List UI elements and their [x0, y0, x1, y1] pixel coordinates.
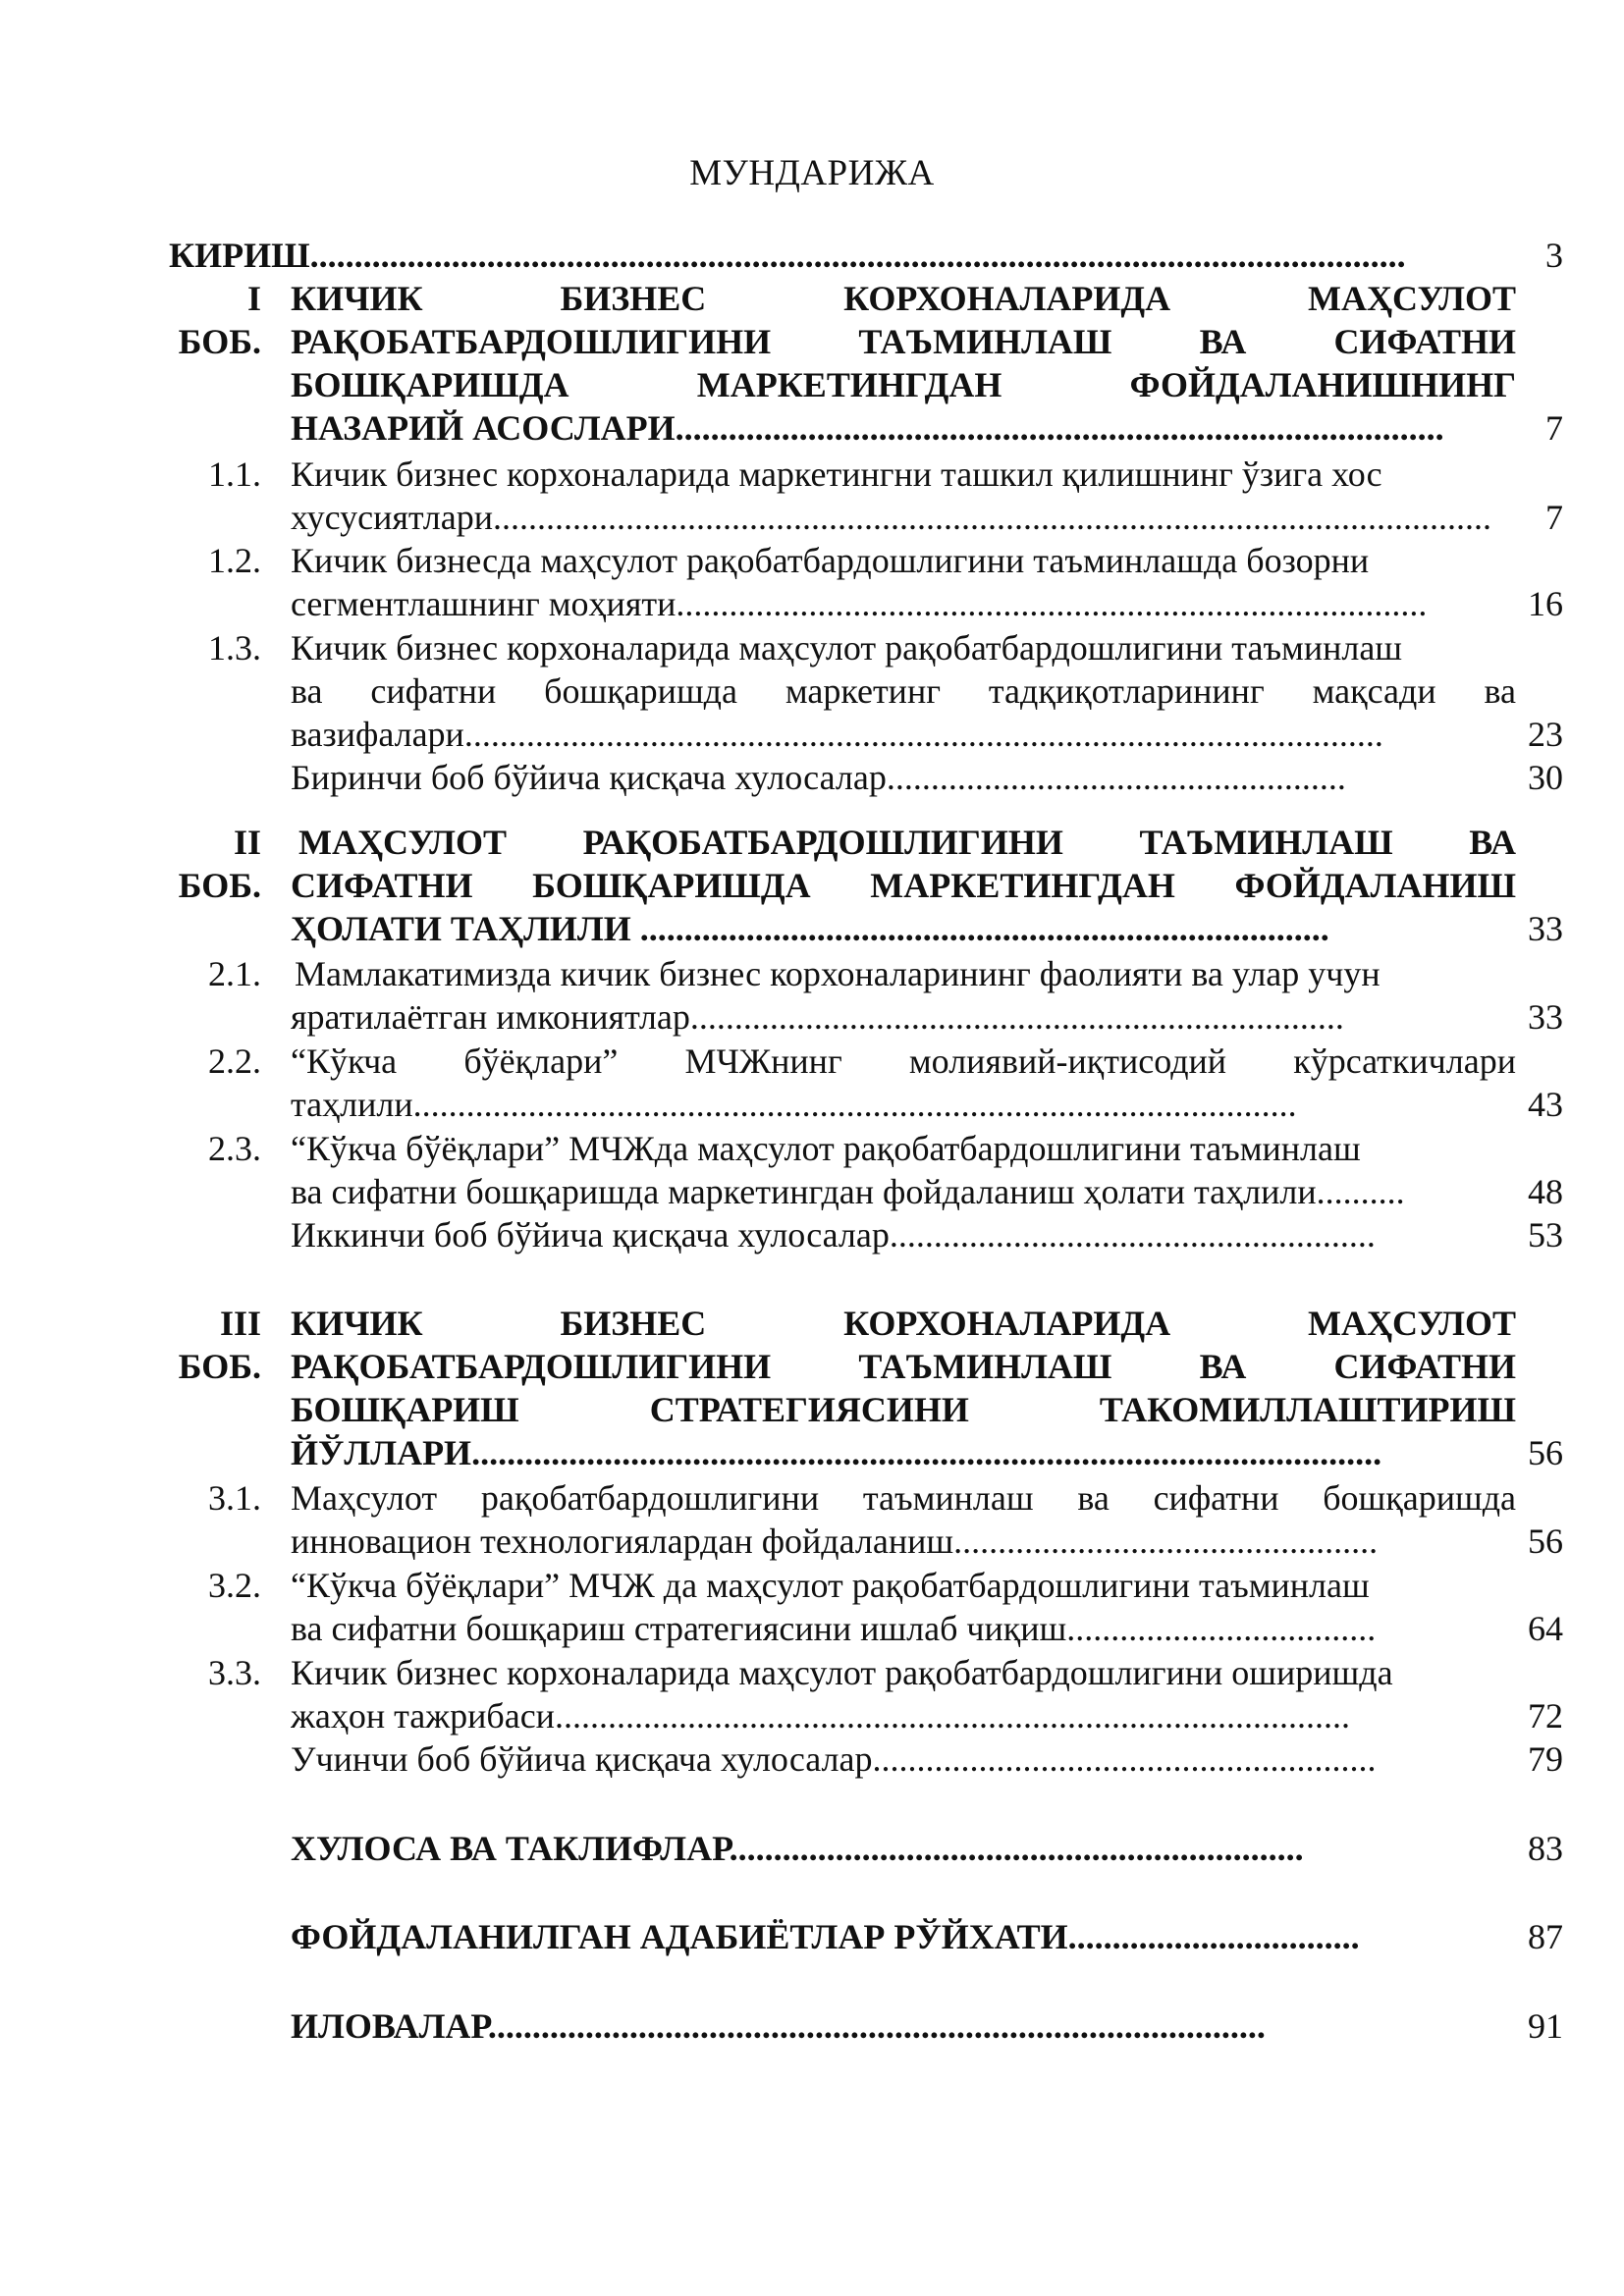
toc-section-2-3-line-2: [0, 1170, 1624, 1213]
toc-chapter-2-line-2: [0, 864, 1624, 907]
toc-section-1-3-line-3: [0, 713, 1624, 756]
toc-section-3-2-line-2: [0, 1607, 1624, 1650]
chapter-title-line: БОШҚАРИШ СТРАТЕГИЯСИНИ ТАКОМИЛЛАШТИРИШ: [291, 1390, 1516, 1429]
toc-chapter-1-line-1: [0, 277, 1624, 320]
section-title-line: Маҳсулот рақобатбардошлигини таъминлаш ва сифатни бошқаришда: [291, 1478, 1516, 1518]
toc-entry-intro: [0, 234, 1624, 277]
toc-chapter-3-line-3: [0, 1388, 1624, 1431]
toc-section-2-3: [0, 1127, 1624, 1170]
dot-leader: .................................................................: [729, 1829, 1304, 1868]
page-number: 83: [1528, 1829, 1563, 1868]
page-number: 3: [1545, 236, 1563, 275]
page-number: 91: [1528, 2006, 1563, 2046]
dot-leader: ........................................................................................................: [463, 715, 1383, 754]
section-title-line: сегментлашнинг моҳияти: [291, 584, 677, 623]
toc-section-1-2-line-2: [0, 582, 1624, 625]
chapter-label: БОБ.: [178, 1347, 261, 1386]
chapter-label: БОБ.: [178, 866, 261, 905]
toc-section-1-3: [0, 626, 1624, 669]
page-number: 7: [1545, 498, 1563, 537]
section-title-line: хусусиятлари: [291, 498, 493, 537]
page-number: 56: [1528, 1433, 1563, 1472]
dot-leader: .........................................................: [872, 1739, 1377, 1779]
chapter-title-line: КИЧИК БИЗНЕС КОРХОНАЛАРИДА МАҲСУЛОТ: [291, 279, 1516, 318]
page-number: 87: [1528, 1917, 1563, 1956]
page-number: 79: [1528, 1739, 1563, 1779]
dot-leader: ................................................: [953, 1522, 1379, 1561]
page-number: 48: [1528, 1172, 1563, 1211]
dot-leader: .....................................................................................: [676, 584, 1428, 623]
page-number: 23: [1528, 715, 1563, 754]
section-title-line: вазифалари: [291, 715, 464, 754]
dot-leader: ...................................: [1066, 1609, 1377, 1648]
dot-leader: ..........................................................................................: [554, 1696, 1350, 1735]
section-title-line: Кичик бизнесда маҳсулот рақобатбардошлигини таъминлашда бозорни: [291, 541, 1370, 580]
section-number: 1.2.: [208, 541, 261, 580]
page-number: 72: [1528, 1696, 1563, 1735]
dot-leader: .......................................................................................: [675, 408, 1444, 448]
section-title-line: ва сифатни бошқариш стратегиясини ишлаб чиқиш: [291, 1609, 1067, 1648]
toc-entry-title: ФОЙДАЛАНИЛГАН АДАБИЁТЛАР РЎЙХАТИ: [291, 1917, 1068, 1956]
toc-section-3-1: [0, 1476, 1624, 1520]
dot-leader: .................................................................................................................: [492, 498, 1491, 537]
chapter-title-line: НАЗАРИЙ АСОСЛАРИ: [291, 408, 676, 448]
toc-chapter-3-line-1: [0, 1302, 1624, 1345]
page-number: 53: [1528, 1215, 1563, 1255]
dot-leader: ....................................................: [886, 758, 1346, 797]
page-title: МУНДАРИЖА: [689, 153, 935, 193]
toc-section-2-2-line-2: [0, 1083, 1624, 1126]
section-number: 2.3.: [208, 1129, 261, 1168]
section-title-line: ва сифатни бошқаришда маркетинг тадқиқотларининг мақсади ва: [291, 671, 1516, 711]
toc-chapter-2-line-1: [0, 821, 1624, 864]
toc-entry-title: ИЛОВАЛАР: [291, 2006, 488, 2046]
section-title-line: Кичик бизнес корхоналарида маркетингни ташкил қилишнинг ўзига хос: [291, 454, 1382, 494]
page-number: 16: [1528, 584, 1563, 623]
section-title-line: инновацион технологиялардан фойдаланиш: [291, 1522, 954, 1561]
page-number: 33: [1528, 997, 1563, 1037]
page-number: 7: [1545, 408, 1563, 448]
dot-leader: .......................................................: [889, 1215, 1376, 1255]
section-title-line: “Кўкча бўёқлари” МЧЖнинг молиявий-иқтисодий кўрсаткичлари: [291, 1041, 1516, 1081]
chapter-label: БОБ.: [178, 322, 261, 361]
toc-chapter-3-summary: [0, 1737, 1624, 1781]
chapter-title-line: МАҲСУЛОТ РАҚОБАТБАРДОШЛИГИНИ ТАЪМИНЛАШ ВА: [298, 823, 1516, 862]
dot-leader: ....................................................................................................: [412, 1085, 1297, 1124]
dot-leader: ..........: [1316, 1172, 1405, 1211]
toc-section-2-1: [0, 952, 1624, 995]
section-title-line: “Кўкча бўёқлари” МЧЖ да маҳсулот рақобатбардошлигини таъминлаш: [291, 1566, 1370, 1605]
toc-section-3-3-line-2: [0, 1694, 1624, 1737]
section-title-line: Кичик бизнес корхоналарида маҳсулот рақобатбардошлигини оширишда: [291, 1653, 1393, 1692]
chapter-title-line: ЙЎЛЛАРИ: [291, 1433, 472, 1472]
toc-section-2-1-line-2: [0, 995, 1624, 1039]
toc-chapter-3-line-4: [0, 1431, 1624, 1474]
section-number: 2.1.: [208, 954, 261, 993]
summary-title: Иккинчи боб бўйича қисқача хулосалар: [291, 1215, 890, 1255]
toc-entry-appendices: [0, 2004, 1624, 2048]
toc-section-3-3: [0, 1651, 1624, 1694]
chapter-number: I: [246, 279, 261, 318]
toc-chapter-1-line-4: [0, 406, 1624, 450]
dot-leader: ............................................................................................................................: [309, 236, 1406, 275]
section-title-line: яратилаётган имкониятлар: [291, 997, 690, 1037]
section-title-line: ва сифатни бошқаришда маркетингдан фойдаланиш ҳолати таҳлили: [291, 1172, 1317, 1211]
page-number: 33: [1528, 909, 1563, 948]
section-number: 3.3.: [208, 1653, 261, 1692]
dot-leader: .......................................................................................................: [471, 1433, 1382, 1472]
page-number: 56: [1528, 1522, 1563, 1561]
section-title-line: Кичик бизнес корхоналарида маҳсулот рақобатбардошлигини таъминлаш: [291, 628, 1403, 667]
section-number: 1.3.: [208, 628, 261, 667]
section-title-line: Мамлакатимизда кичик бизнес корхоналарининг фаолияти ва улар учун: [295, 954, 1380, 993]
section-number: 1.1.: [208, 454, 261, 494]
toc-chapter-1-line-3: [0, 363, 1624, 406]
chapter-title-line: БОШҚАРИШДА МАРКЕТИНГДАН ФОЙДАЛАНИШНИНГ: [291, 365, 1516, 404]
section-title-line: жаҳон тажрибаси: [291, 1696, 555, 1735]
chapter-title-line: РАҚОБАТБАРДОШЛИГИНИ ТАЪМИНЛАШ ВА СИФАТНИ: [291, 1347, 1516, 1386]
toc-section-3-1-line-2: [0, 1520, 1624, 1563]
toc-section-1-2: [0, 539, 1624, 582]
chapter-number: III: [219, 1304, 261, 1343]
section-number: 3.1.: [208, 1478, 261, 1518]
summary-title: Биринчи боб бўйича қисқача хулосалар: [291, 758, 887, 797]
toc-chapter-3-line-2: [0, 1345, 1624, 1388]
toc-chapter-1-line-2: [0, 320, 1624, 363]
chapter-number: II: [233, 823, 261, 862]
toc-chapter-2-summary: [0, 1213, 1624, 1256]
page-number: 43: [1528, 1085, 1563, 1124]
dot-leader: ........................................................................................: [487, 2006, 1266, 2046]
chapter-title-line: СИФАТНИ БОШҚАРИШДА МАРКЕТИНГДАН ФОЙДАЛАНИШ: [291, 866, 1516, 905]
toc-entry-title: КИРИШ: [169, 236, 310, 275]
section-title-line: “Кўкча бўёқлари” МЧЖда маҳсулот рақобатбардошлигини таъминлаш: [291, 1129, 1361, 1168]
page-number: 30: [1528, 758, 1563, 797]
toc-entry-title: ХУЛОСА ВА ТАКЛИФЛАР: [291, 1829, 730, 1868]
section-title-line: таҳлили: [291, 1085, 413, 1124]
toc-section-1-1: [0, 453, 1624, 496]
chapter-title-line: РАҚОБАТБАРДОШЛИГИНИ ТАЪМИНЛАШ ВА СИФАТНИ: [291, 322, 1516, 361]
chapter-title-line: ҲОЛАТИ ТАҲЛИЛИ: [291, 909, 631, 948]
toc-section-2-2: [0, 1040, 1624, 1083]
toc-section-1-1-line-2: [0, 496, 1624, 539]
dot-leader: ..............................................................................: [630, 909, 1329, 948]
section-number: 3.2.: [208, 1566, 261, 1605]
toc-entry-references: [0, 1915, 1624, 1958]
toc-chapter-1-summary: [0, 756, 1624, 799]
toc-section-1-3-line-2: [0, 669, 1624, 713]
section-number: 2.2.: [208, 1041, 261, 1081]
toc-section-3-2: [0, 1564, 1624, 1607]
dot-leader: .................................: [1067, 1917, 1360, 1956]
toc-entry-conclusions: [0, 1827, 1624, 1870]
toc-chapter-2-line-3: [0, 907, 1624, 950]
chapter-title-line: КИЧИК БИЗНЕС КОРХОНАЛАРИДА МАҲСУЛОТ: [291, 1304, 1516, 1343]
page-number: 64: [1528, 1609, 1563, 1648]
dot-leader: ..........................................................................: [689, 997, 1344, 1037]
summary-title: Учинчи боб бўйича қисқача хулосалар: [291, 1739, 873, 1779]
